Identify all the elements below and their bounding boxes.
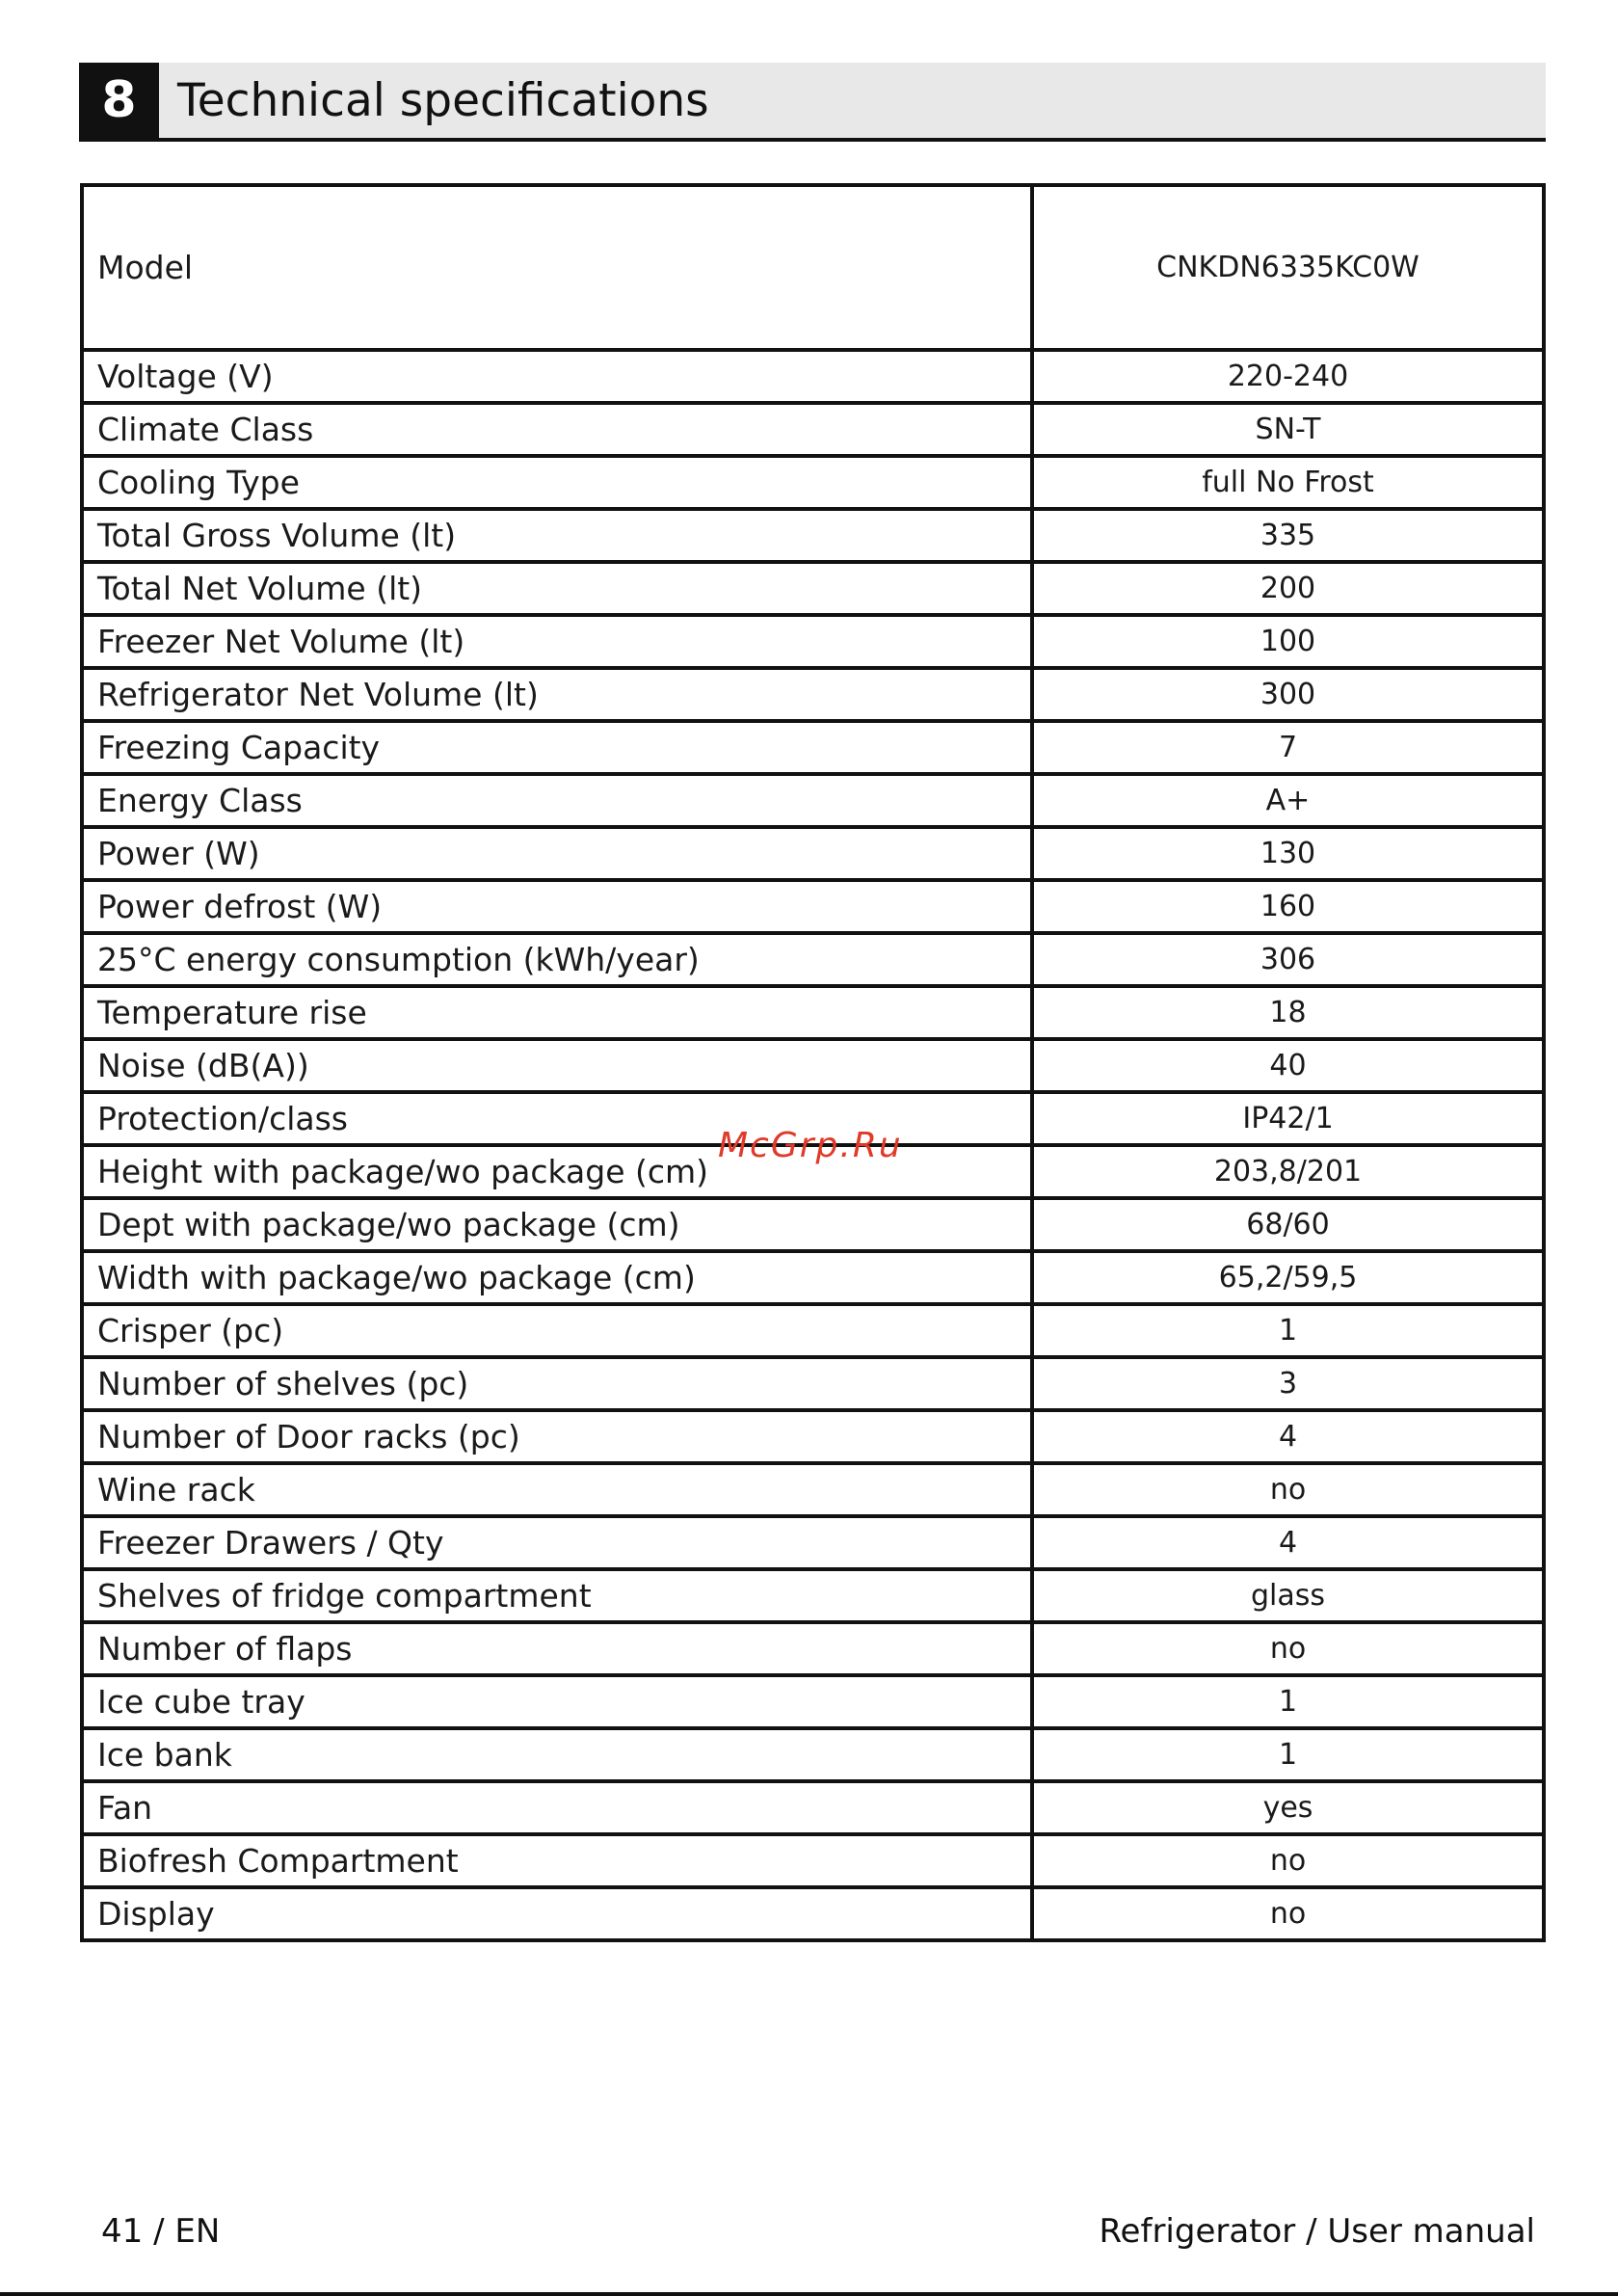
spec-value: 203,8/201 (1032, 1145, 1544, 1198)
spec-label: Freezer Net Volume (lt) (82, 615, 1032, 668)
spec-value: 40 (1032, 1039, 1544, 1092)
table-row (82, 1781, 1544, 1834)
table-row (82, 1622, 1544, 1675)
table-row (82, 1357, 1544, 1410)
spec-label: Voltage (V) (82, 350, 1032, 403)
table-row (82, 1198, 1544, 1251)
spec-label: Energy Class (82, 774, 1032, 827)
spec-value: 160 (1032, 880, 1544, 933)
spec-label: Power defrost (W) (82, 880, 1032, 933)
spec-value: A+ (1032, 774, 1544, 827)
spec-label: Width with package/wo package (cm) (82, 1251, 1032, 1304)
chapter-number: 8 (79, 63, 159, 138)
section-header (79, 63, 1546, 142)
table-row (82, 1304, 1544, 1357)
table-row (82, 350, 1544, 403)
spec-value: no (1032, 1834, 1544, 1887)
spec-label: Temperature rise (82, 986, 1032, 1039)
table-row (82, 1887, 1544, 1940)
spec-label: Total Net Volume (lt) (82, 562, 1032, 615)
spec-label: Cooling Type (82, 456, 1032, 509)
document-title: Refrigerator / User manual (1099, 2212, 1535, 2251)
spec-value: 1 (1032, 1304, 1544, 1357)
spec-label: Freezer Drawers / Qty (82, 1516, 1032, 1569)
specifications-table (80, 183, 1546, 1942)
spec-value: 220-240 (1032, 350, 1544, 403)
table-row (82, 1516, 1544, 1569)
watermark: McGrp.Ru (718, 1126, 903, 1165)
spec-value: 4 (1032, 1516, 1544, 1569)
table-row (82, 1569, 1544, 1622)
spec-value: CNKDN6335KC0W (1032, 185, 1544, 350)
table-row (82, 1834, 1544, 1887)
table-row (82, 668, 1544, 721)
spec-label: Biofresh Compartment (82, 1834, 1032, 1887)
spec-value: SN-T (1032, 403, 1544, 456)
spec-label: Model (82, 185, 1032, 350)
table-row (82, 403, 1544, 456)
spec-value: 1 (1032, 1675, 1544, 1728)
table-row (82, 1463, 1544, 1516)
table-row (82, 774, 1544, 827)
spec-value: 335 (1032, 509, 1544, 562)
page-title: Technical specifications (177, 73, 709, 127)
spec-label: Number of flaps (82, 1622, 1032, 1675)
table-row (82, 1251, 1544, 1304)
spec-value: no (1032, 1463, 1544, 1516)
spec-label: Dept with package/wo package (cm) (82, 1198, 1032, 1251)
table-row (82, 986, 1544, 1039)
spec-value: no (1032, 1887, 1544, 1940)
spec-label: Total Gross Volume (lt) (82, 509, 1032, 562)
spec-label: Refrigerator Net Volume (lt) (82, 668, 1032, 721)
specifications-table-body (82, 185, 1544, 1940)
spec-value: 1 (1032, 1728, 1544, 1781)
spec-value: glass (1032, 1569, 1544, 1622)
table-row (82, 1410, 1544, 1463)
spec-value: 68/60 (1032, 1198, 1544, 1251)
page-number: 41 / EN (101, 2212, 221, 2251)
spec-value: 7 (1032, 721, 1544, 774)
spec-label: Crisper (pc) (82, 1304, 1032, 1357)
spec-value: 100 (1032, 615, 1544, 668)
table-row (82, 456, 1544, 509)
spec-label: Shelves of fridge compartment (82, 1569, 1032, 1622)
spec-label: Number of Door racks (pc) (82, 1410, 1032, 1463)
table-row (82, 933, 1544, 986)
spec-label: Freezing Capacity (82, 721, 1032, 774)
spec-label: Wine rack (82, 1463, 1032, 1516)
table-row (82, 721, 1544, 774)
spec-label: Climate Class (82, 403, 1032, 456)
spec-value: 65,2/59,5 (1032, 1251, 1544, 1304)
spec-label: 25°C energy consumption (kWh/year) (82, 933, 1032, 986)
spec-label: Ice bank (82, 1728, 1032, 1781)
table-row (82, 827, 1544, 880)
bottom-rule (0, 2292, 1618, 2296)
table-row (82, 1728, 1544, 1781)
spec-label: Power (W) (82, 827, 1032, 880)
spec-label: Ice cube tray (82, 1675, 1032, 1728)
table-row (82, 562, 1544, 615)
table-row (82, 615, 1544, 668)
spec-label: Noise (dB(A)) (82, 1039, 1032, 1092)
spec-label: Display (82, 1887, 1032, 1940)
spec-value: full No Frost (1032, 456, 1544, 509)
table-row-model (82, 185, 1544, 350)
spec-value: 3 (1032, 1357, 1544, 1410)
spec-value: 200 (1032, 562, 1544, 615)
table-row (82, 1039, 1544, 1092)
table-row (82, 509, 1544, 562)
spec-label: Fan (82, 1781, 1032, 1834)
spec-value: no (1032, 1622, 1544, 1675)
spec-value: 18 (1032, 986, 1544, 1039)
spec-value: 4 (1032, 1410, 1544, 1463)
spec-value: yes (1032, 1781, 1544, 1834)
spec-label: Height with package/wo package (cm) (82, 1145, 1032, 1198)
spec-value: IP42/1 (1032, 1092, 1544, 1145)
spec-label: Number of shelves (pc) (82, 1357, 1032, 1410)
spec-label: Protection/class (82, 1092, 1032, 1145)
table-row (82, 1675, 1544, 1728)
spec-value: 306 (1032, 933, 1544, 986)
spec-value: 130 (1032, 827, 1544, 880)
spec-value: 300 (1032, 668, 1544, 721)
table-row (82, 880, 1544, 933)
